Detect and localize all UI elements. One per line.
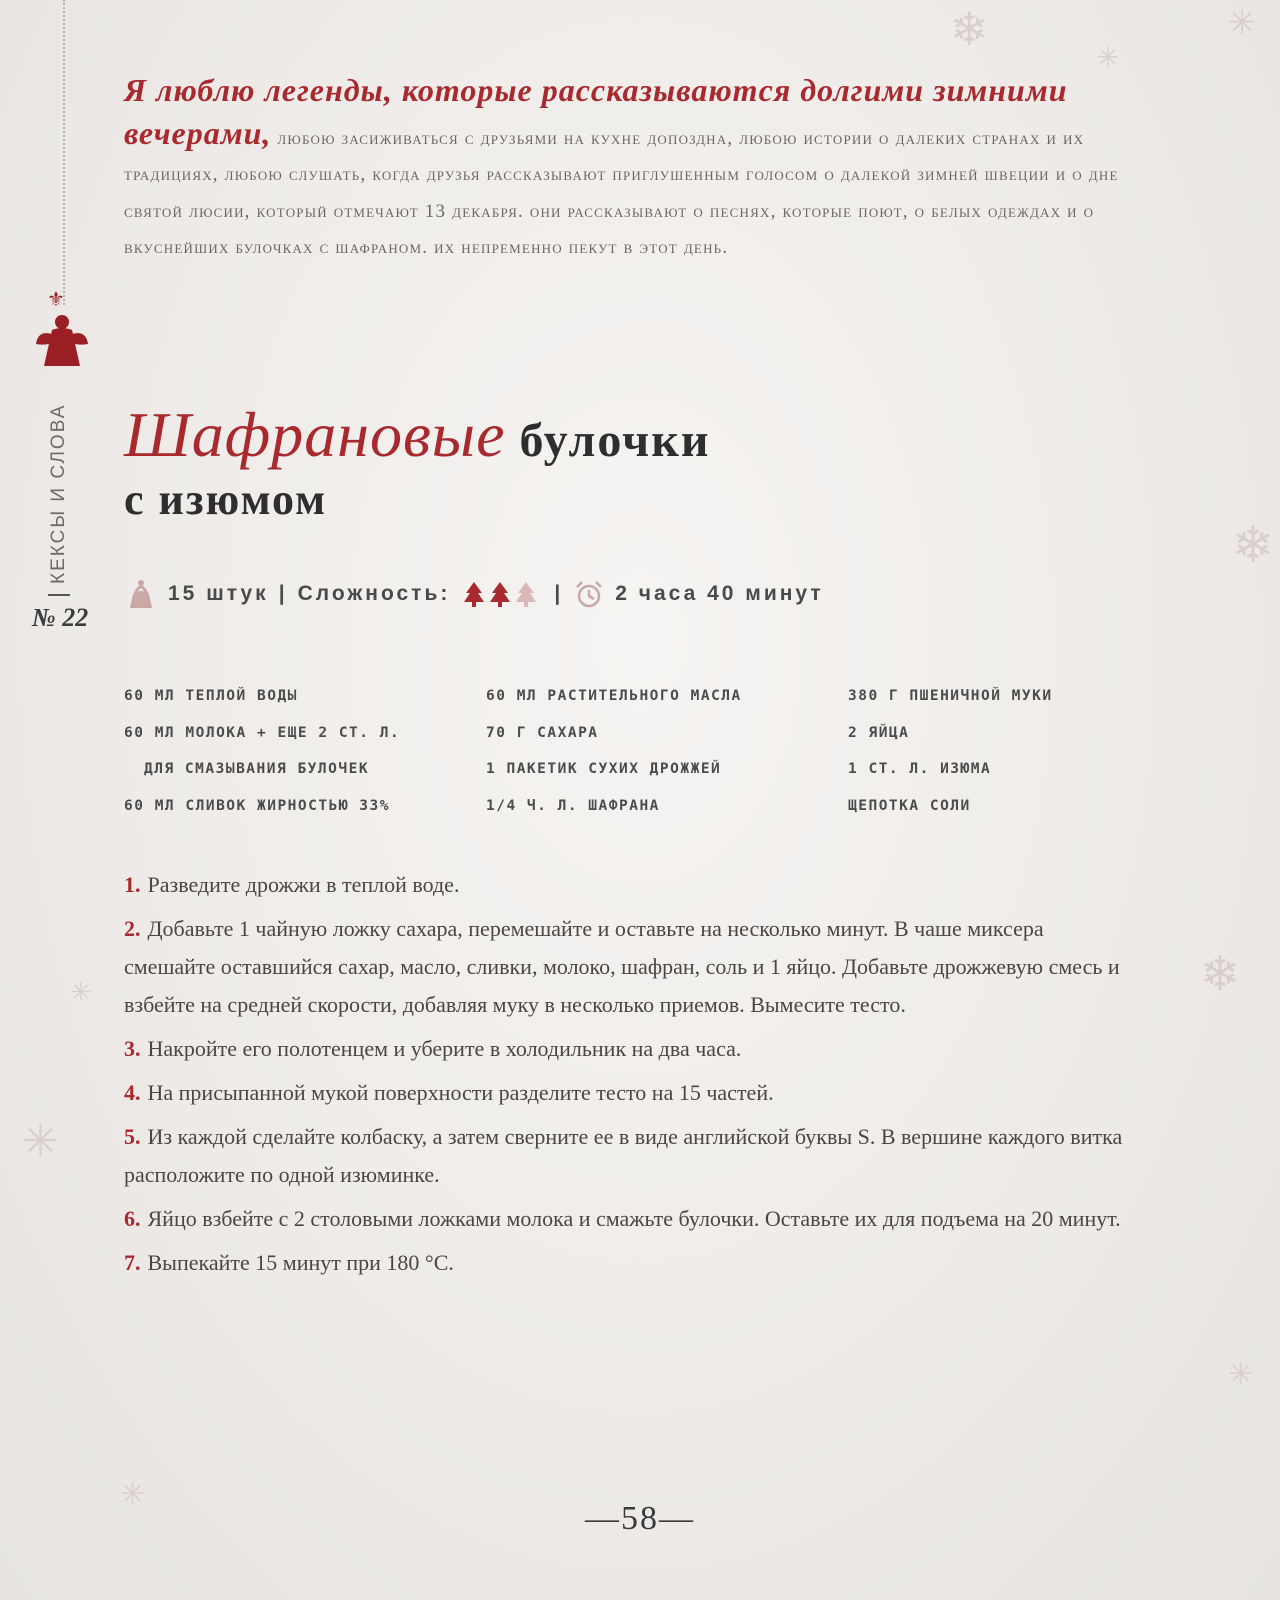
step-item xyxy=(124,1118,1134,1194)
snowflake-icon: ✳ xyxy=(70,978,92,1008)
section-label xyxy=(46,376,72,596)
snowflake-icon: ❄ xyxy=(1232,516,1274,574)
step-item xyxy=(124,1030,1134,1068)
snowflake-icon: ✳ xyxy=(1096,41,1120,74)
ingredient-item: 1 ПАКЕТИК СУХИХ ДРОЖЖЕЙ xyxy=(486,761,722,777)
step-number: 4. xyxy=(124,1080,141,1105)
snowflake-icon: ✳ xyxy=(120,1477,146,1512)
step-number: 1. xyxy=(124,872,141,897)
recipe-subtitle: с изюмом xyxy=(124,475,328,524)
ingredient-item: 380 Г ПШЕНИЧНОЙ МУКИ xyxy=(848,688,1053,704)
recipe-title xyxy=(124,398,711,472)
step-item xyxy=(124,866,1134,904)
ingredient-item: 60 МЛ МОЛОКА + ЕЩЕ 2 СТ. Л. xyxy=(124,724,401,741)
step-item xyxy=(124,910,1134,1024)
bow-icon: ⚜ xyxy=(47,287,65,311)
step-number: 7. xyxy=(124,1250,141,1275)
step-text: На присыпанной мукой поверхности разделите тесто на 15 частей. xyxy=(147,1080,774,1105)
sidebar-dotted-line xyxy=(63,0,65,305)
step-number: 2. xyxy=(124,916,141,941)
title-script: Шафрановые xyxy=(124,399,506,470)
alarm-clock-icon xyxy=(573,579,605,609)
intro-body: любою засиживаться с друзьями на кухне допоздна, любою истории о далеких странах и их традициях, любою слушать, когда друзья рассказывают приглушенным голосом о далекой зимней швеции и о дне святой люсии, который отмечают 13 декабря. они рассказывают о песнях, которые поют, о белых одеждах и о вкуснейших булочках с шафраном. их непременно пекут в этот день. xyxy=(124,127,1119,258)
separator: | xyxy=(554,582,564,605)
cook-time: 2 часа 40 минут xyxy=(615,582,824,605)
recipe-meta xyxy=(124,576,824,612)
intro-lead: Я люблю легенды, которые рассказываются долгими зимними вечерами, xyxy=(124,72,1068,151)
step-text: Добавьте 1 чайную ложку сахара, перемешайте и оставьте на несколько минут. В чаше миксера смешайте оставшийся сахар, масло, сливки, молоко, шафран, соль и 1 яйцо. Добавьте дрожжевую смесь и взбейте на средней скорости, добавляя муку в несколько приемов. Вымесите тесто. xyxy=(124,916,1120,1017)
snowflake-icon: ❄ xyxy=(950,2,989,56)
ingredient-item: 1 СТ. Л. ИЗЮМА xyxy=(848,761,992,777)
ingredient-item: 2 ЯЙЦА xyxy=(848,724,910,741)
steps-list xyxy=(124,866,1134,1288)
ingredient-item: ДЛЯ СМАЗЫВАНИЯ БУЛОЧЕК xyxy=(144,761,370,777)
servings-icon xyxy=(124,578,158,610)
snowflake-icon: ❄ xyxy=(1200,946,1241,1002)
step-number: 6. xyxy=(124,1206,141,1231)
step-number: 5. xyxy=(124,1124,141,1149)
recipe-number: № 22 xyxy=(32,603,89,632)
ingredients-list xyxy=(124,688,1124,834)
page-number: —58— xyxy=(585,1500,695,1537)
tree-icon-filled xyxy=(464,582,484,607)
difficulty-label: Сложность: xyxy=(297,582,451,605)
divider xyxy=(48,594,70,596)
step-number: 3. xyxy=(124,1036,141,1061)
step-item xyxy=(124,1074,1134,1112)
step-text: Яйцо взбейте с 2 столовыми ложками молока и смажьте булочки. Оставьте их для подъема на 20 минут. xyxy=(147,1206,1121,1231)
step-text: Накройте его полотенцем и уберите в холодильник на два часа. xyxy=(147,1036,742,1061)
ingredient-item: 60 МЛ ТЕПЛОЙ ВОДЫ xyxy=(124,688,298,704)
ingredients-column xyxy=(848,688,1053,834)
step-item xyxy=(124,1244,1134,1282)
intro-paragraph xyxy=(124,72,1154,267)
ingredients-column xyxy=(124,688,486,834)
section-label-text: КЕКСЫ И СЛОВА xyxy=(48,403,69,584)
snowflake-icon: ✳ xyxy=(1228,3,1257,43)
ingredient-item: 60 МЛ СЛИВОК ЖИРНОСТЬЮ 33% xyxy=(124,797,390,814)
ingredient-item: ЩЕПОТКА СОЛИ xyxy=(848,797,971,814)
tree-icon-filled xyxy=(490,582,510,607)
angel-icon xyxy=(34,312,90,370)
servings: 15 штук xyxy=(168,582,269,605)
step-text: Разведите дрожжи в теплой воде. xyxy=(147,872,460,897)
step-text: Выпекайте 15 минут при 180 °С. xyxy=(147,1250,454,1275)
ingredients-column xyxy=(486,688,848,834)
snowflake-icon: ✳ xyxy=(1228,1357,1254,1392)
difficulty-rating xyxy=(460,580,544,608)
snowflake-icon: ✳ xyxy=(22,1116,59,1167)
separator: | xyxy=(278,582,288,605)
ingredient-item: 70 Г САХАРА xyxy=(486,724,599,741)
title-plain: булочки xyxy=(519,414,711,467)
step-text: Из каждой сделайте колбаску, а затем сверните ее в виде английской буквы S. В вершине каждого витка расположите по одной изюминке. xyxy=(124,1124,1123,1187)
step-item xyxy=(124,1200,1134,1238)
ingredient-item: 1/4 Ч. Л. ШАФРАНА xyxy=(486,797,660,814)
tree-icon-empty xyxy=(516,582,536,607)
ingredient-item: 60 МЛ РАСТИТЕЛЬНОГО МАСЛА xyxy=(486,688,742,704)
